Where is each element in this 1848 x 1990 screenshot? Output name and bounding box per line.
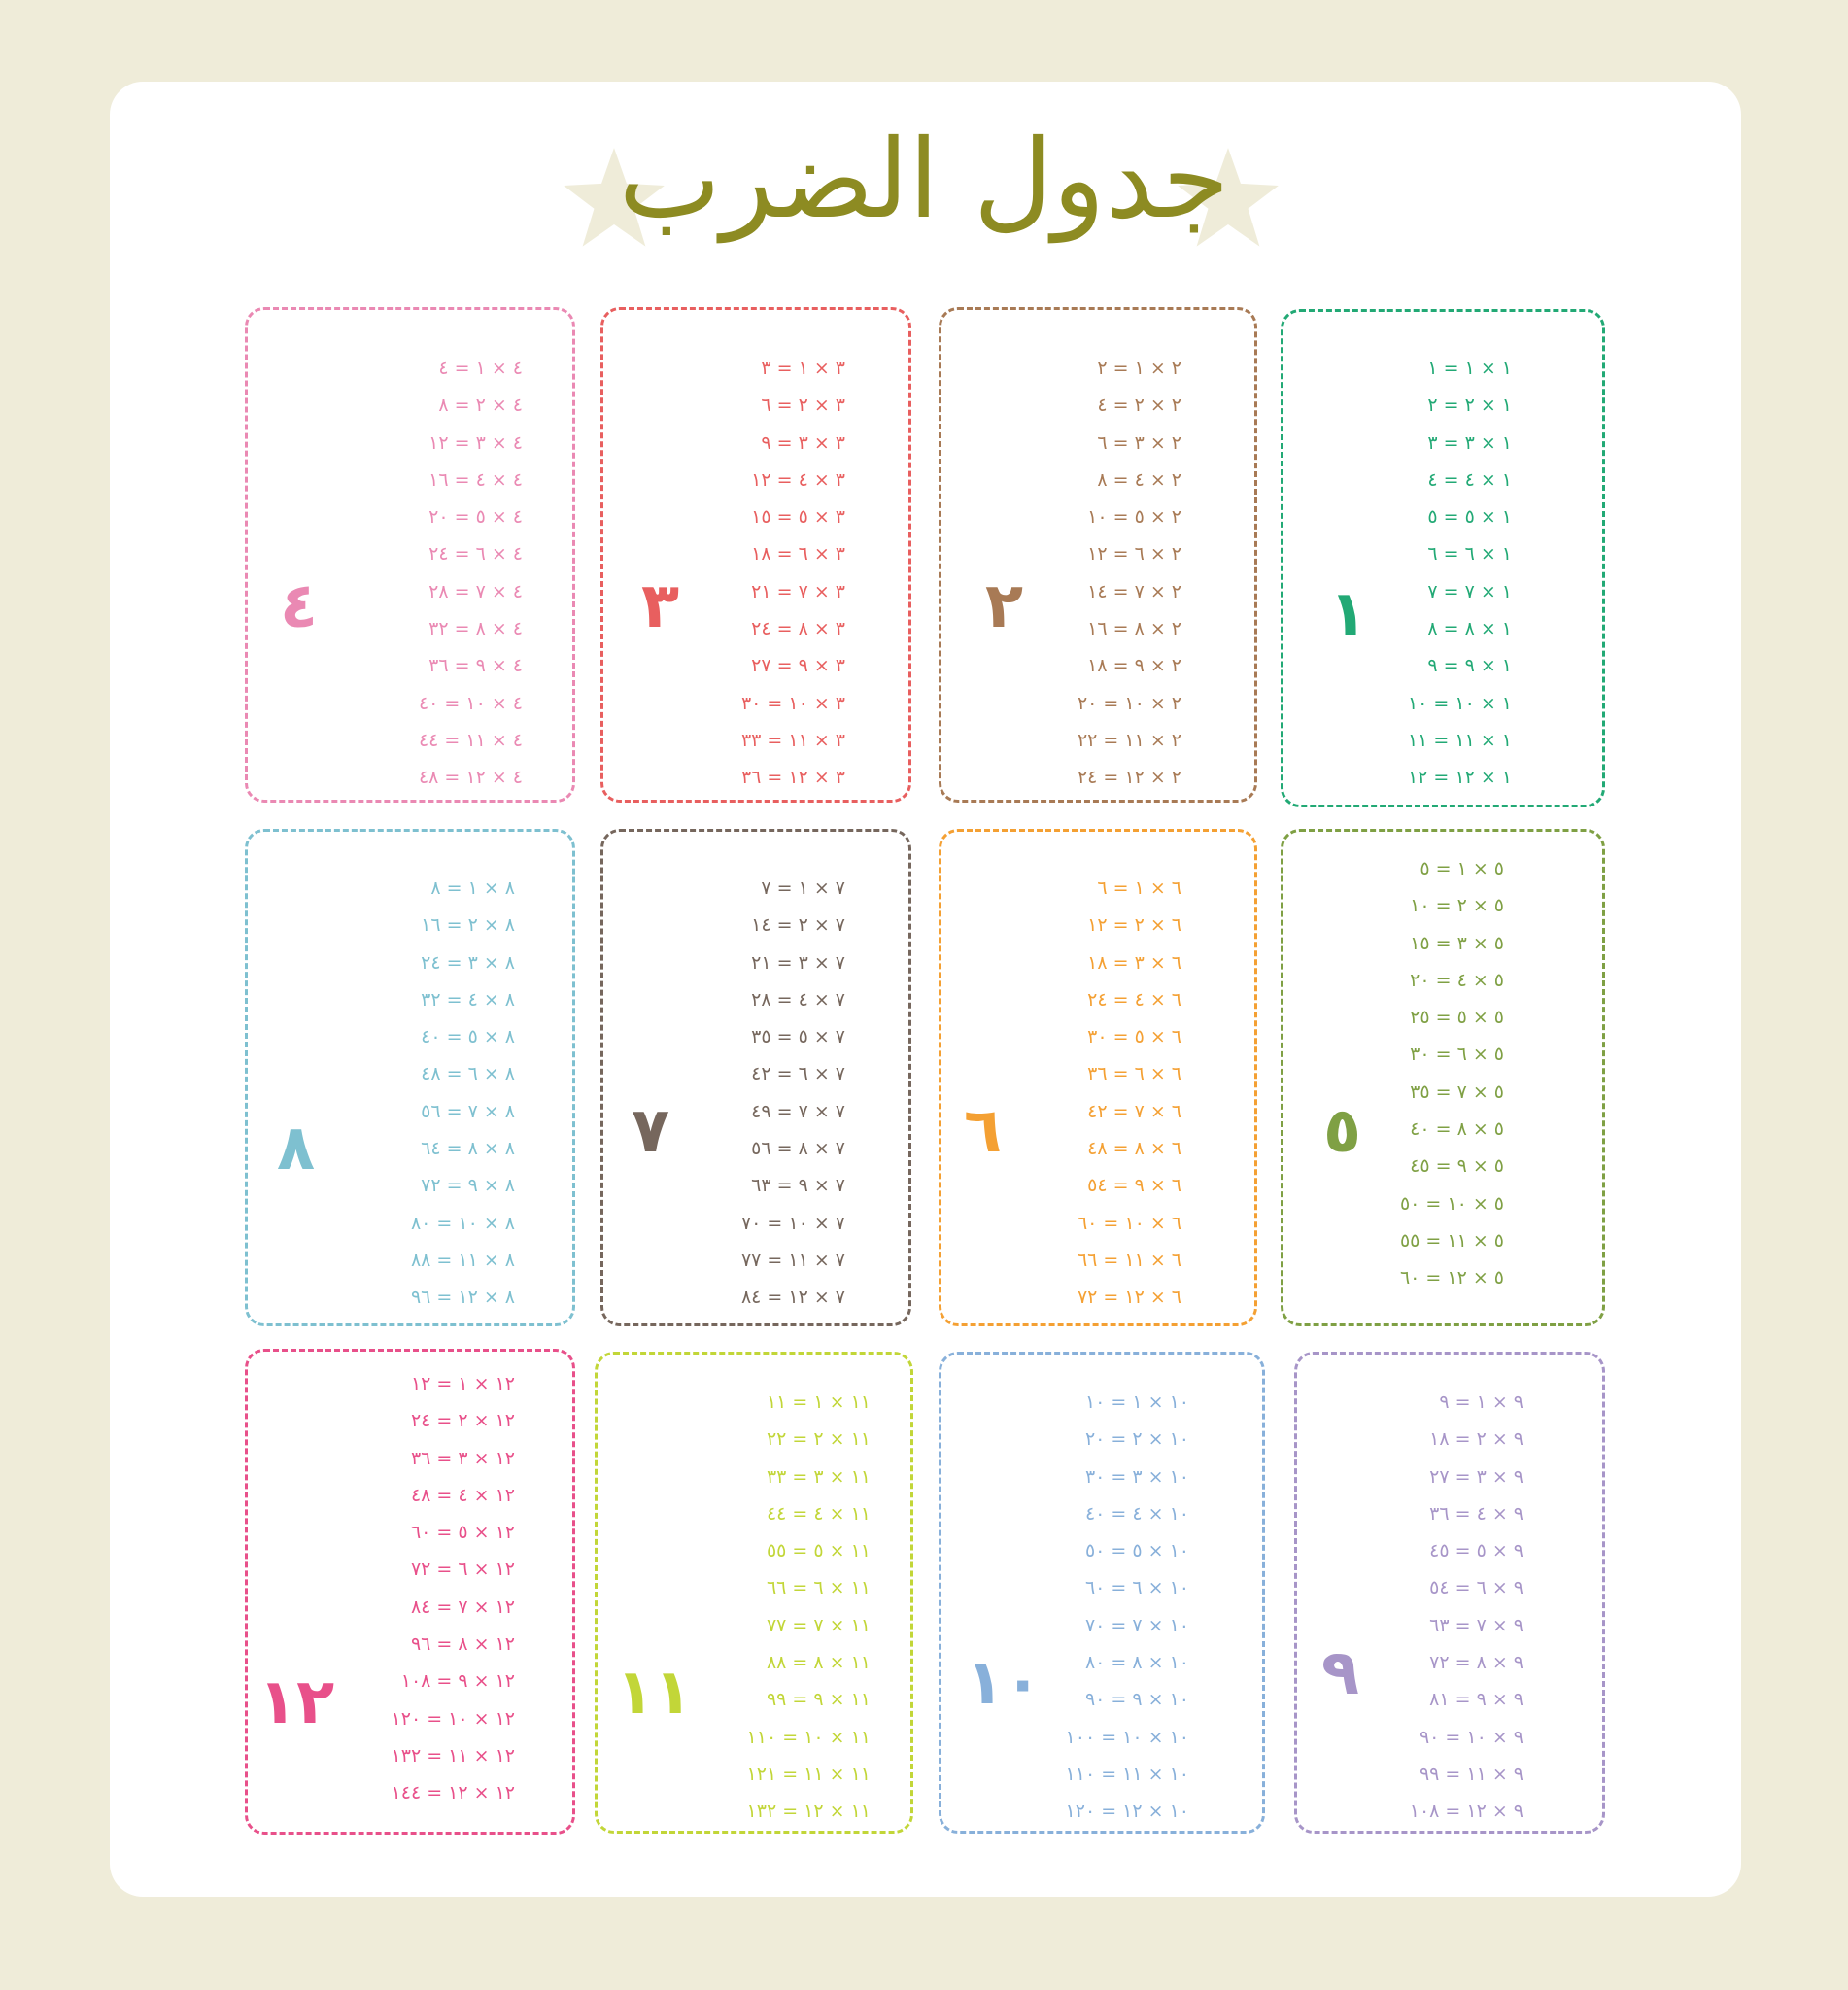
- table-row: ١١ × ١٢ = ١٣٢: [746, 1801, 871, 1823]
- table-row: ١١ × ١ = ١١: [766, 1391, 871, 1413]
- table-row: ١١ × ١١ = ١٢١: [746, 1763, 871, 1785]
- table-row: ١٠ × ٣ = ٣٠: [1084, 1465, 1189, 1488]
- table-row: ٧ × ١ = ٧: [761, 877, 845, 899]
- table-row: ٢ × ٨ = ١٦: [1087, 618, 1181, 640]
- table-row: ٥ × ٥ = ٢٥: [1410, 1007, 1504, 1029]
- table-row: ٤ × ٣ = ١٢: [428, 431, 523, 454]
- table-row: ٦ × ١٢ = ٧٢: [1077, 1287, 1181, 1309]
- table-row: ١٠ × ٥ = ٥٠: [1084, 1540, 1189, 1562]
- table-row: ٦ × ٧ = ٤٢: [1087, 1100, 1181, 1122]
- table-row: ١٢ × ٩ = ١٠٨: [400, 1670, 515, 1693]
- table-row: ٩ × ٤ = ٣٦: [1429, 1502, 1523, 1525]
- table-row: ٦ × ١١ = ٦٦: [1077, 1249, 1181, 1271]
- table-row: ٤ × ١١ = ٤٤: [418, 729, 523, 751]
- table-row: ٣ × ٢ = ٦: [761, 395, 845, 417]
- table-row: ٢ × ١٠ = ٢٠: [1077, 692, 1181, 714]
- table-row: ٢ × ١٢ = ٢٤: [1077, 767, 1181, 789]
- table-row: ١٢ × ٨ = ٩٦: [410, 1633, 515, 1656]
- table-row: ٦ × ٥ = ٣٠: [1087, 1026, 1181, 1048]
- table-number: ٦: [964, 1095, 1003, 1167]
- table-row: ٣ × ٧ = ٢١: [751, 580, 845, 602]
- table-rows: [1310, 850, 1504, 1297]
- table-row: ٧ × ٧ = ٤٩: [751, 1100, 845, 1122]
- table-number: ١١: [616, 1657, 693, 1729]
- table-row: ٣ × ٤ = ١٢: [751, 468, 845, 491]
- table-row: ٩ × ٣ = ٢٧: [1429, 1465, 1523, 1488]
- table-row: ١٢ × ١٢ = ١٤٤: [391, 1782, 515, 1804]
- table-row: ٢ × ٧ = ١٤: [1087, 580, 1181, 602]
- table-row: ٢ × ١١ = ٢٢: [1077, 729, 1181, 751]
- table-row: ٥ × ١ = ٥: [1420, 858, 1504, 879]
- table-row: ١١ × ٧ = ٧٧: [766, 1614, 871, 1636]
- table-row: ٩ × ١١ = ٩٩: [1419, 1763, 1523, 1785]
- table-row: ١ × ١٢ = ١٢: [1407, 767, 1512, 789]
- table-row: ١١ × ٣ = ٣٣: [766, 1465, 871, 1488]
- table-row: ٩ × ٦ = ٥٤: [1429, 1577, 1523, 1599]
- table-number: ٩: [1321, 1637, 1360, 1709]
- table-row: ١٢ × ٤ = ٤٨: [410, 1484, 515, 1506]
- table-row: ٨ × ٣ = ٢٤: [421, 951, 515, 974]
- table-row: ١٠ × ٤ = ٤٠: [1084, 1502, 1189, 1525]
- table-rows: [995, 1384, 1189, 1831]
- table-row: ٥ × ٣ = ١٥: [1410, 932, 1504, 954]
- table-row: ٥ × ١٠ = ٥٠: [1399, 1192, 1504, 1215]
- table-row: ١٠ × ١٢ = ١٢٠: [1065, 1801, 1189, 1823]
- table-row: ١١ × ٤ = ٤٤: [766, 1502, 871, 1525]
- table-row: ٤ × ١٢ = ٤٨: [418, 767, 523, 789]
- table-row: ١٢ × ١٠ = ١٢٠: [391, 1707, 515, 1730]
- table-row: ٦ × ٩ = ٥٤: [1087, 1175, 1181, 1197]
- table-row: ٣ × ١١ = ٣٣: [740, 729, 845, 751]
- table-row: ١١ × ٥ = ٥٥: [766, 1540, 871, 1562]
- table-row: ٨ × ٨ = ٦٤: [421, 1138, 515, 1160]
- table-row: ٨ × ٢ = ١٦: [421, 914, 515, 937]
- table-row: ١٢ × ٦ = ٧٢: [410, 1559, 515, 1581]
- table-row: ١١ × ٦ = ٦٦: [766, 1577, 871, 1599]
- table-row: ٥ × ١١ = ٥٥: [1399, 1229, 1504, 1252]
- table-row: ٧ × ٣ = ٢١: [751, 951, 845, 974]
- table-row: ٤ × ١ = ٤: [438, 358, 523, 379]
- table-row: ٩ × ١٠ = ٩٠: [1419, 1726, 1523, 1748]
- table-row: ٧ × ١٠ = ٧٠: [740, 1212, 845, 1234]
- table-row: ١٠ × ٦ = ٦٠: [1084, 1577, 1189, 1599]
- table-row: ١٢ × ٣ = ٣٦: [410, 1447, 515, 1469]
- table-row: ٧ × ٤ = ٢٨: [751, 988, 845, 1011]
- table-row: ٦ × ١ = ٦: [1097, 877, 1181, 899]
- table-rows: [651, 870, 845, 1317]
- table-rows: [651, 350, 845, 797]
- table-row: ٨ × ١١ = ٨٨: [410, 1249, 515, 1271]
- table-row: ٢ × ٣ = ٦: [1097, 431, 1181, 454]
- table-number: ٤: [280, 570, 319, 642]
- table-rows: [321, 1365, 515, 1812]
- table-row: ١٢ × ٢ = ٢٤: [410, 1410, 515, 1432]
- table-row: ١ × ٨ = ٨: [1427, 618, 1512, 640]
- table-row: ٥ × ١٢ = ٦٠: [1399, 1267, 1504, 1289]
- table-row: ١٠ × ٨ = ٨٠: [1084, 1652, 1189, 1674]
- table-number: ٨: [277, 1113, 316, 1184]
- table-row: ١٠ × ١ = ١٠: [1084, 1391, 1189, 1413]
- table-row: ٢ × ٤ = ٨: [1097, 468, 1181, 491]
- table-row: ٥ × ٧ = ٣٥: [1410, 1081, 1504, 1103]
- table-row: ١ × ١١ = ١١: [1407, 729, 1512, 751]
- table-row: ٧ × ١٢ = ٨٤: [740, 1287, 845, 1309]
- table-number: ٢: [985, 570, 1024, 642]
- table-rows: [328, 350, 523, 797]
- table-row: ٧ × ٥ = ٣٥: [751, 1026, 845, 1048]
- table-row: ٨ × ١ = ٨: [430, 877, 515, 899]
- table-row: ١٢ × ١ = ١٢: [410, 1373, 515, 1394]
- table-row: ٣ × ١٠ = ٣٠: [740, 692, 845, 714]
- table-row: ٤ × ٥ = ٢٠: [428, 506, 523, 529]
- table-row: ٩ × ٥ = ٤٥: [1429, 1540, 1523, 1562]
- table-row: ٣ × ٩ = ٢٧: [751, 655, 845, 677]
- table-row: ١١ × ٢ = ٢٢: [766, 1428, 871, 1451]
- page-title: جدول الضرب: [618, 117, 1230, 243]
- table-rows: [676, 1384, 871, 1831]
- table-row: ٥ × ٩ = ٤٥: [1410, 1155, 1504, 1178]
- table-number: ١: [1329, 578, 1368, 650]
- table-row: ٢ × ٩ = ١٨: [1087, 655, 1181, 677]
- table-row: ٩ × ١ = ٩: [1439, 1391, 1523, 1413]
- table-row: ٦ × ٦ = ٣٦: [1087, 1063, 1181, 1085]
- table-row: ٧ × ٩ = ٦٣: [751, 1175, 845, 1197]
- table-row: ١ × ١٠ = ١٠: [1407, 692, 1512, 714]
- table-row: ٥ × ٨ = ٤٠: [1410, 1118, 1504, 1141]
- table-row: ٢ × ٢ = ٤: [1097, 395, 1181, 417]
- table-row: ٦ × ٢ = ١٢: [1087, 914, 1181, 937]
- table-row: ٢ × ٦ = ١٢: [1087, 543, 1181, 566]
- table-row: ١١ × ٩ = ٩٩: [766, 1689, 871, 1711]
- table-row: ٧ × ٢ = ١٤: [751, 914, 845, 937]
- table-number: ١٠: [966, 1647, 1043, 1719]
- table-row: ١ × ٤ = ٤: [1427, 468, 1512, 491]
- table-row: ٤ × ٦ = ٢٤: [428, 543, 523, 566]
- table-number: ٧: [632, 1095, 670, 1167]
- table-row: ٢ × ٥ = ١٠: [1087, 506, 1181, 529]
- table-row: ٥ × ٢ = ١٠: [1410, 895, 1504, 917]
- table-row: ١ × ٩ = ٩: [1427, 655, 1512, 677]
- table-row: ٨ × ٤ = ٣٢: [421, 988, 515, 1011]
- table-row: ٧ × ١١ = ٧٧: [740, 1249, 845, 1271]
- table-row: ١ × ٥ = ٥: [1427, 506, 1512, 529]
- table-row: ٩ × ٩ = ٨١: [1429, 1689, 1523, 1711]
- table-row: ٣ × ٦ = ١٨: [751, 543, 845, 566]
- table-row: ٩ × ٢ = ١٨: [1429, 1428, 1523, 1451]
- table-row: ١٠ × ١١ = ١١٠: [1065, 1763, 1189, 1785]
- table-row: ٨ × ٩ = ٧٢: [421, 1175, 515, 1197]
- table-row: ٧ × ٦ = ٤٢: [751, 1063, 845, 1085]
- table-row: ٨ × ٧ = ٥٦: [421, 1100, 515, 1122]
- table-row: ٤ × ٢ = ٨: [438, 395, 523, 417]
- table-row: ١٠ × ٢ = ٢٠: [1084, 1428, 1189, 1451]
- table-row: ١ × ٦ = ٦: [1427, 543, 1512, 566]
- table-row: ١ × ١ = ١: [1427, 358, 1512, 379]
- table-row: ٤ × ١٠ = ٤٠: [418, 692, 523, 714]
- table-row: ٨ × ١٠ = ٨٠: [410, 1212, 515, 1234]
- table-row: ٤ × ٨ = ٣٢: [428, 618, 523, 640]
- table-row: ٧ × ٨ = ٥٦: [751, 1138, 845, 1160]
- table-rows: [321, 870, 515, 1317]
- table-row: ٢ × ١ = ٢: [1097, 358, 1181, 379]
- table-rows: [987, 870, 1181, 1317]
- table-row: ٤ × ٩ = ٣٦: [428, 655, 523, 677]
- table-row: ٩ × ١٢ = ١٠٨: [1409, 1801, 1523, 1823]
- table-row: ٣ × ١٢ = ٣٦: [740, 767, 845, 789]
- table-row: ١٢ × ١١ = ١٣٢: [391, 1744, 515, 1767]
- table-row: ٥ × ٦ = ٣٠: [1410, 1044, 1504, 1066]
- table-row: ٩ × ٧ = ٦٣: [1429, 1614, 1523, 1636]
- table-row: ١٠ × ٧ = ٧٠: [1084, 1614, 1189, 1636]
- table-row: ٦ × ١٠ = ٦٠: [1077, 1212, 1181, 1234]
- table-number: ٥: [1323, 1095, 1362, 1167]
- table-row: ١١ × ١٠ = ١١٠: [746, 1726, 871, 1748]
- table-row: ٨ × ١٢ = ٩٦: [410, 1287, 515, 1309]
- table-row: ١٢ × ٧ = ٨٤: [410, 1595, 515, 1618]
- table-row: ٣ × ١ = ٣: [761, 358, 845, 379]
- table-row: ٣ × ٥ = ١٥: [751, 506, 845, 529]
- table-row: ٤ × ٧ = ٢٨: [428, 580, 523, 602]
- table-row: ٨ × ٦ = ٤٨: [421, 1063, 515, 1085]
- table-row: ٦ × ٣ = ١٨: [1087, 951, 1181, 974]
- table-row: ١ × ٧ = ٧: [1427, 580, 1512, 602]
- table-number: ١٢: [258, 1666, 335, 1738]
- table-row: ٣ × ٨ = ٢٤: [751, 618, 845, 640]
- table-rows: [987, 350, 1181, 797]
- table-number: ٣: [641, 570, 680, 642]
- table-row: ١١ × ٨ = ٨٨: [766, 1652, 871, 1674]
- table-row: ١ × ٢ = ٢: [1427, 395, 1512, 417]
- table-row: ٦ × ٤ = ٢٤: [1087, 988, 1181, 1011]
- table-row: ١٠ × ٩ = ٩٠: [1084, 1689, 1189, 1711]
- table-row: ١٢ × ٥ = ٦٠: [410, 1522, 515, 1544]
- table-row: ٨ × ٥ = ٤٠: [421, 1026, 515, 1048]
- table-row: ٤ × ٤ = ١٦: [428, 468, 523, 491]
- table-rows: [1329, 1384, 1523, 1831]
- table-row: ١٠ × ١٠ = ١٠٠: [1065, 1726, 1189, 1748]
- table-row: ٩ × ٨ = ٧٢: [1429, 1652, 1523, 1674]
- table-row: ٦ × ٨ = ٤٨: [1087, 1138, 1181, 1160]
- table-row: ٣ × ٣ = ٩: [761, 431, 845, 454]
- table-row: ٥ × ٤ = ٢٠: [1410, 969, 1504, 991]
- table-row: ١ × ٣ = ٣: [1427, 431, 1512, 454]
- table-rows: [1318, 350, 1512, 797]
